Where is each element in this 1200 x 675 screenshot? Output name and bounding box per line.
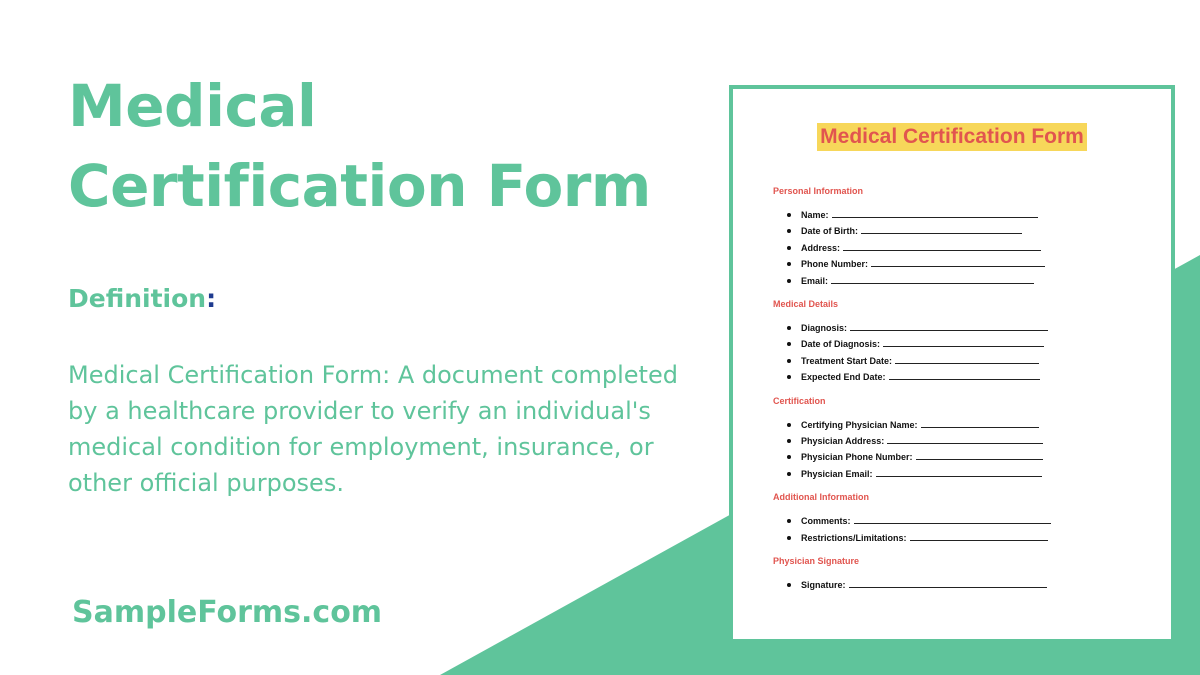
section-heading: Medical Details — [773, 299, 839, 310]
form-section — [773, 491, 1173, 546]
blank-line — [887, 434, 1043, 444]
field-label: Physician Email: — [801, 468, 873, 479]
form-field — [773, 240, 1173, 256]
brand-name: SampleForms.com — [72, 595, 383, 630]
field-label: Email: — [801, 275, 829, 286]
form-sections — [773, 185, 1173, 603]
form-title: Medical Certification Form — [817, 123, 1087, 151]
form-field — [773, 273, 1173, 289]
blank-line — [854, 514, 1051, 524]
field-list — [773, 207, 1173, 289]
field-label: Signature: — [801, 580, 846, 591]
form-section — [773, 185, 1173, 289]
form-field — [773, 433, 1173, 449]
form-field — [773, 530, 1173, 546]
page-title — [68, 66, 651, 226]
form-field — [773, 223, 1173, 239]
section-heading: Additional Information — [773, 492, 869, 503]
form-field — [773, 513, 1173, 529]
form-field — [773, 320, 1173, 336]
form-field — [773, 353, 1173, 369]
field-list — [773, 577, 1173, 593]
section-heading: Physician Signature — [773, 556, 860, 567]
form-field — [773, 207, 1173, 223]
form-field — [773, 369, 1173, 385]
form-field — [773, 256, 1173, 272]
blank-line — [895, 354, 1039, 364]
field-label: Name: — [801, 210, 829, 220]
form-section — [773, 298, 1173, 386]
section-heading: Certification — [773, 395, 826, 406]
field-label: Physician Address: — [801, 436, 885, 447]
definition-colon: : — [206, 284, 217, 313]
section-heading: Personal Information — [773, 186, 864, 196]
form-preview — [729, 85, 1175, 643]
blank-line — [849, 578, 1047, 588]
blank-line — [850, 321, 1048, 331]
blank-line — [921, 418, 1039, 428]
field-list — [773, 513, 1173, 546]
field-list — [773, 320, 1173, 386]
field-label: Date of Birth: — [801, 226, 858, 237]
field-list — [773, 417, 1173, 483]
blank-line — [876, 467, 1042, 477]
blank-line — [832, 208, 1038, 218]
form-field — [773, 336, 1173, 352]
field-label: Phone Number: — [801, 259, 869, 270]
form-field — [773, 417, 1173, 433]
blank-line — [883, 337, 1044, 347]
definition-label — [68, 282, 216, 316]
field-label: Expected End Date: — [801, 372, 886, 383]
field-label: Treatment Start Date: — [801, 355, 893, 366]
form-field — [773, 577, 1173, 593]
form-section — [773, 395, 1173, 483]
form-field — [773, 449, 1173, 465]
field-label: Restrictions/Limitations: — [801, 532, 907, 543]
blank-line — [831, 274, 1034, 284]
definition-text: Medical Certification Form: A document completed by a healthcare provider to verify an individual's medical condition for employment, insurance, or other official purposes. — [68, 361, 678, 497]
field-label: Address: — [801, 242, 841, 253]
field-label: Comments: — [801, 516, 851, 527]
blank-line — [861, 224, 1022, 234]
field-label: Certifying Physician Name: — [801, 419, 918, 430]
blank-line — [871, 257, 1045, 267]
field-label: Diagnosis: — [801, 323, 848, 334]
title-line-1: Medical — [68, 72, 317, 140]
blank-line — [843, 241, 1041, 251]
blank-line — [889, 370, 1040, 380]
blank-line — [910, 531, 1048, 541]
form-field — [773, 466, 1173, 482]
field-label: Date of Diagnosis: — [801, 339, 881, 350]
blank-line — [916, 450, 1043, 460]
definition-label-text: Definition — [68, 284, 207, 313]
title-line-2: Certification Form — [68, 152, 651, 220]
form-section — [773, 555, 1173, 593]
field-label: Physician Phone Number: — [801, 452, 913, 463]
